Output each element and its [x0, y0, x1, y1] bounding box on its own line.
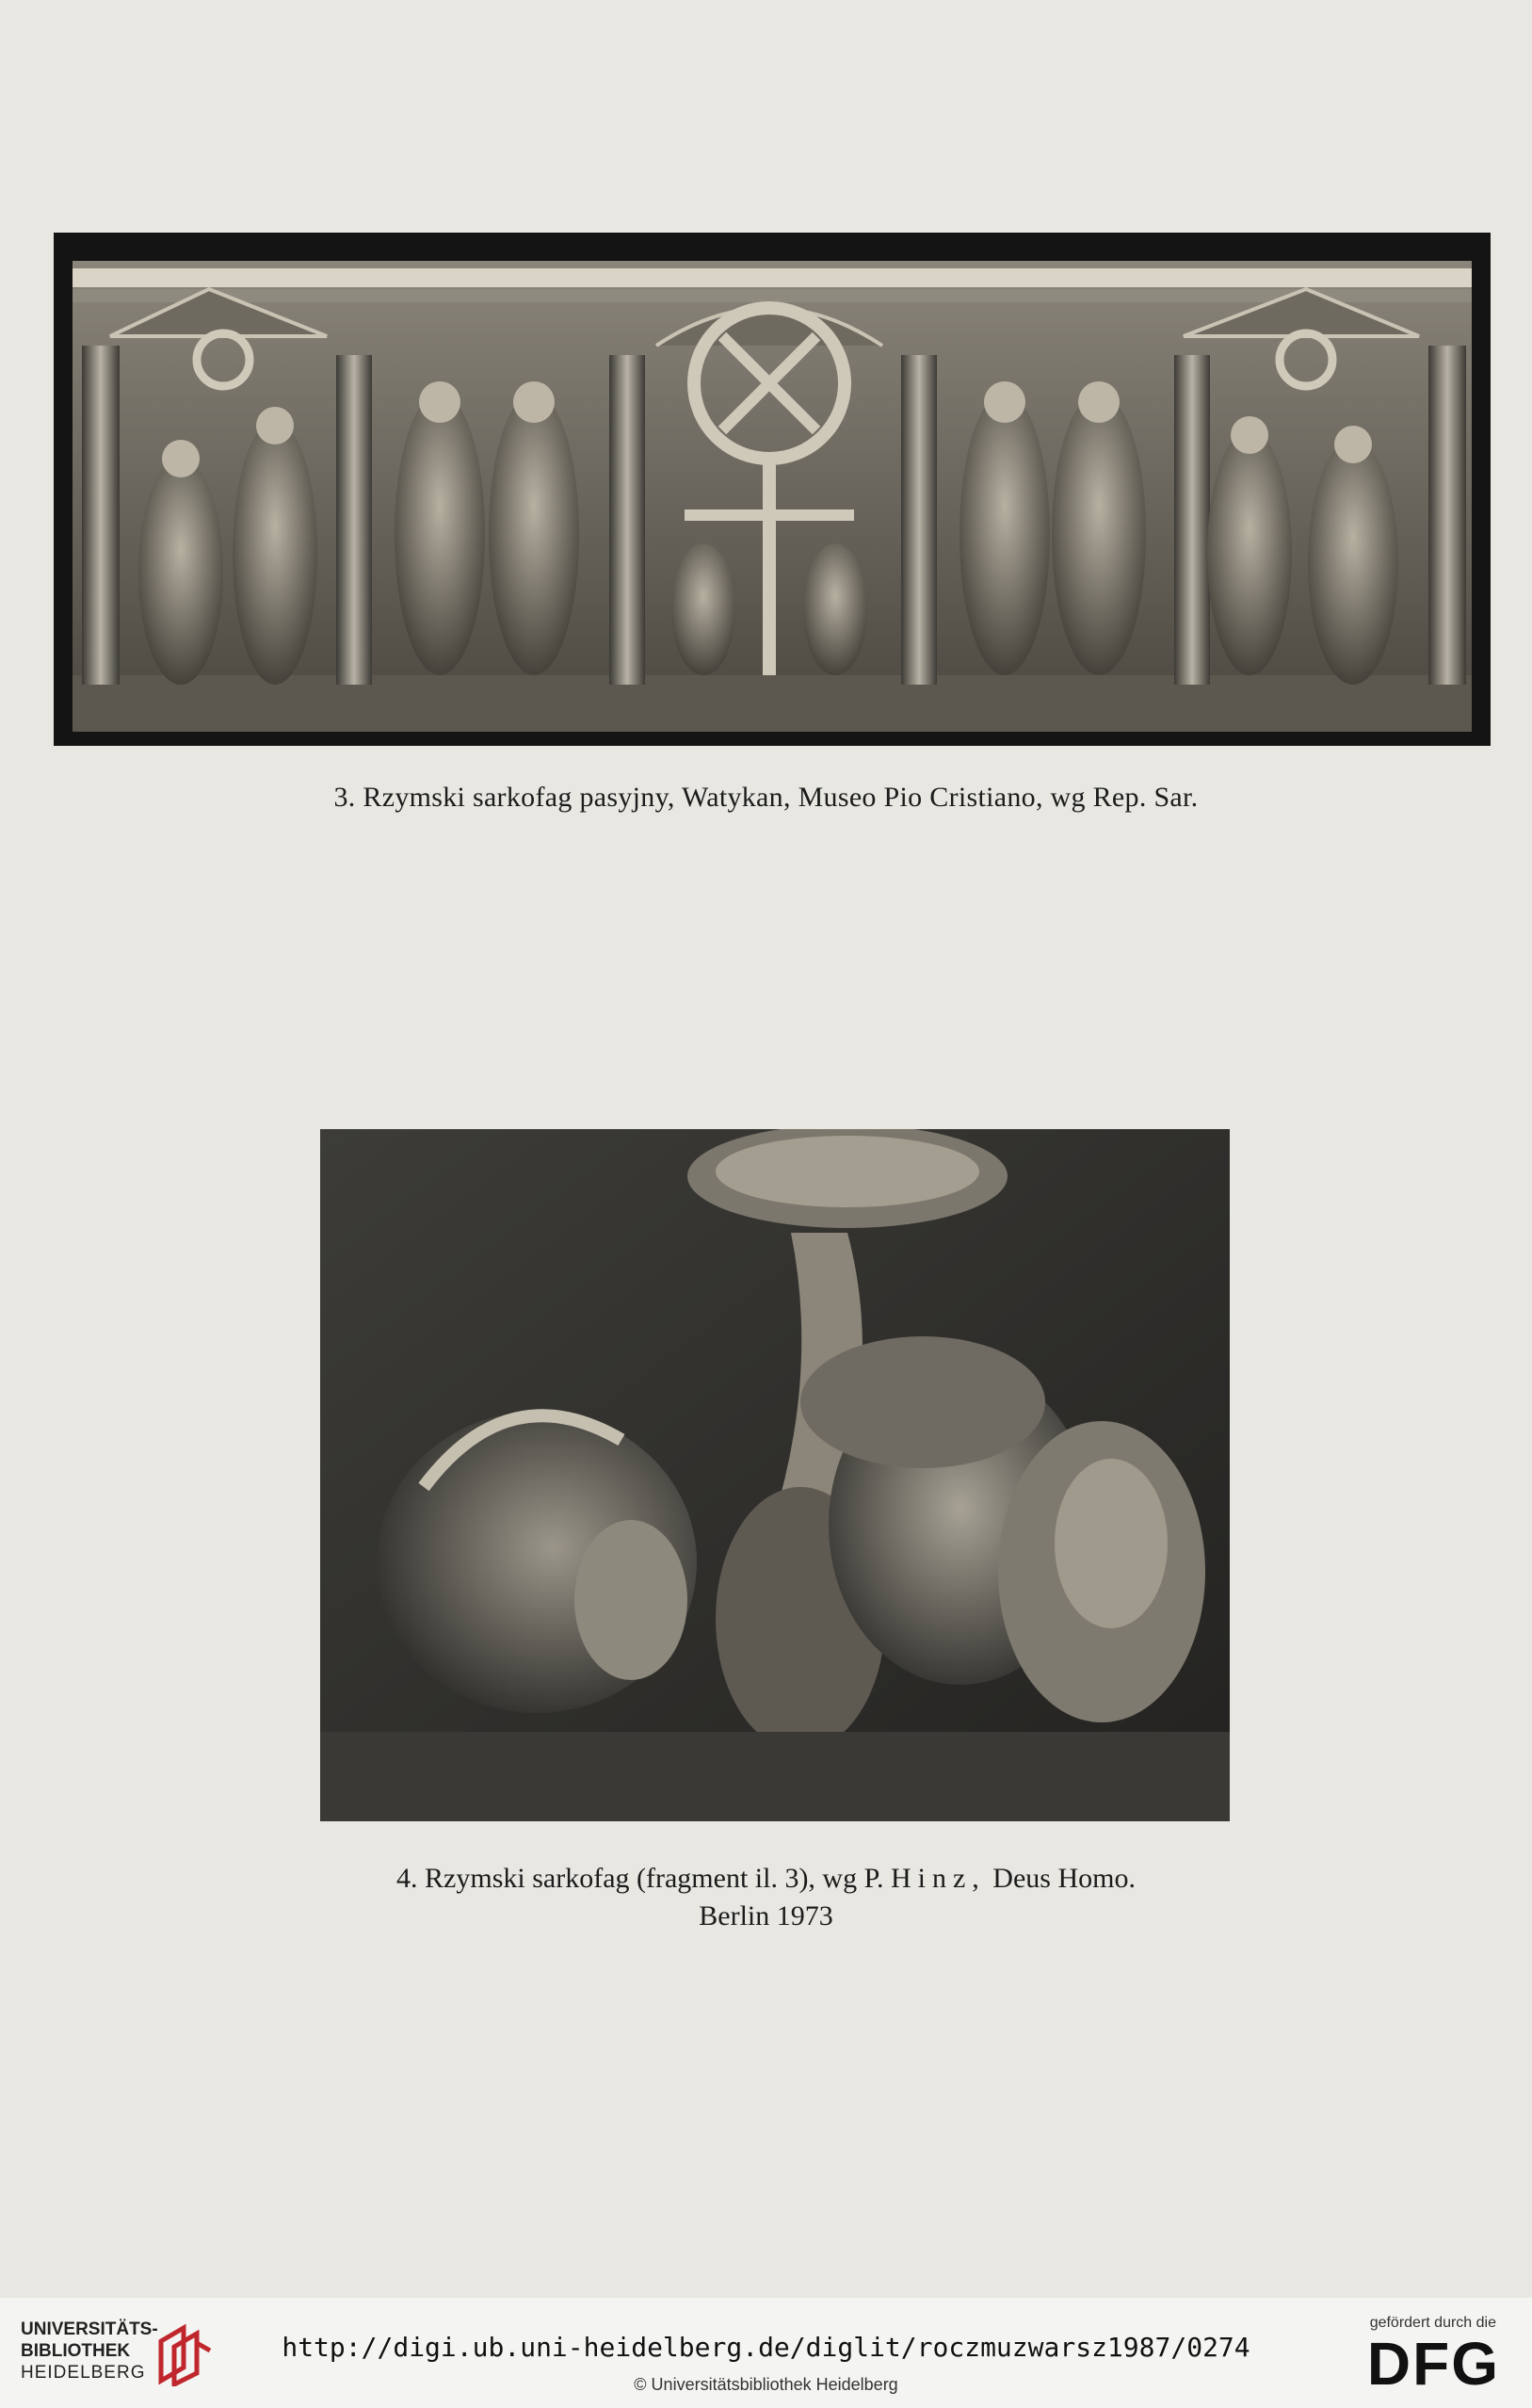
figure-3-caption: 3. Rzymski sarkofag pasyjny, Watykan, Museo Pio Cristiano, wg Rep. Sar.: [333, 782, 1199, 813]
figure-4-caption-line-1: [0, 1860, 1532, 1898]
fragment-photo: [320, 1129, 1230, 1821]
copyright-text: © Universitätsbibliothek Heidelberg: [634, 2375, 898, 2394]
figure-4-caption-line-2: Berlin 1973: [699, 1900, 833, 1931]
figure-4-caption: [0, 1860, 1532, 1935]
sarcophagus-photo: [54, 233, 1491, 746]
caption-text-part1: 4. Rzymski sarkofag (fragment il. 3), wg P.: [396, 1863, 884, 1894]
caption-text-part2: Deus Homo.: [992, 1863, 1136, 1894]
footer-bar: [0, 2298, 1532, 2408]
library-line-2: BIBLIOTHEK: [21, 2341, 131, 2361]
source-url-link[interactable]: http://digi.ub.uni-heidelberg.de/diglit/roczmuzwarsz1987/0274: [282, 2332, 1250, 2363]
dfg-logo: DFG: [1366, 2330, 1500, 2398]
funder-label: gefördert durch die: [1369, 2315, 1496, 2331]
library-line-1: UNIVERSITÄTS-: [21, 2319, 158, 2339]
library-line-3: HEIDELBERG: [21, 2363, 146, 2383]
caption-author: Hinz,: [890, 1863, 986, 1894]
